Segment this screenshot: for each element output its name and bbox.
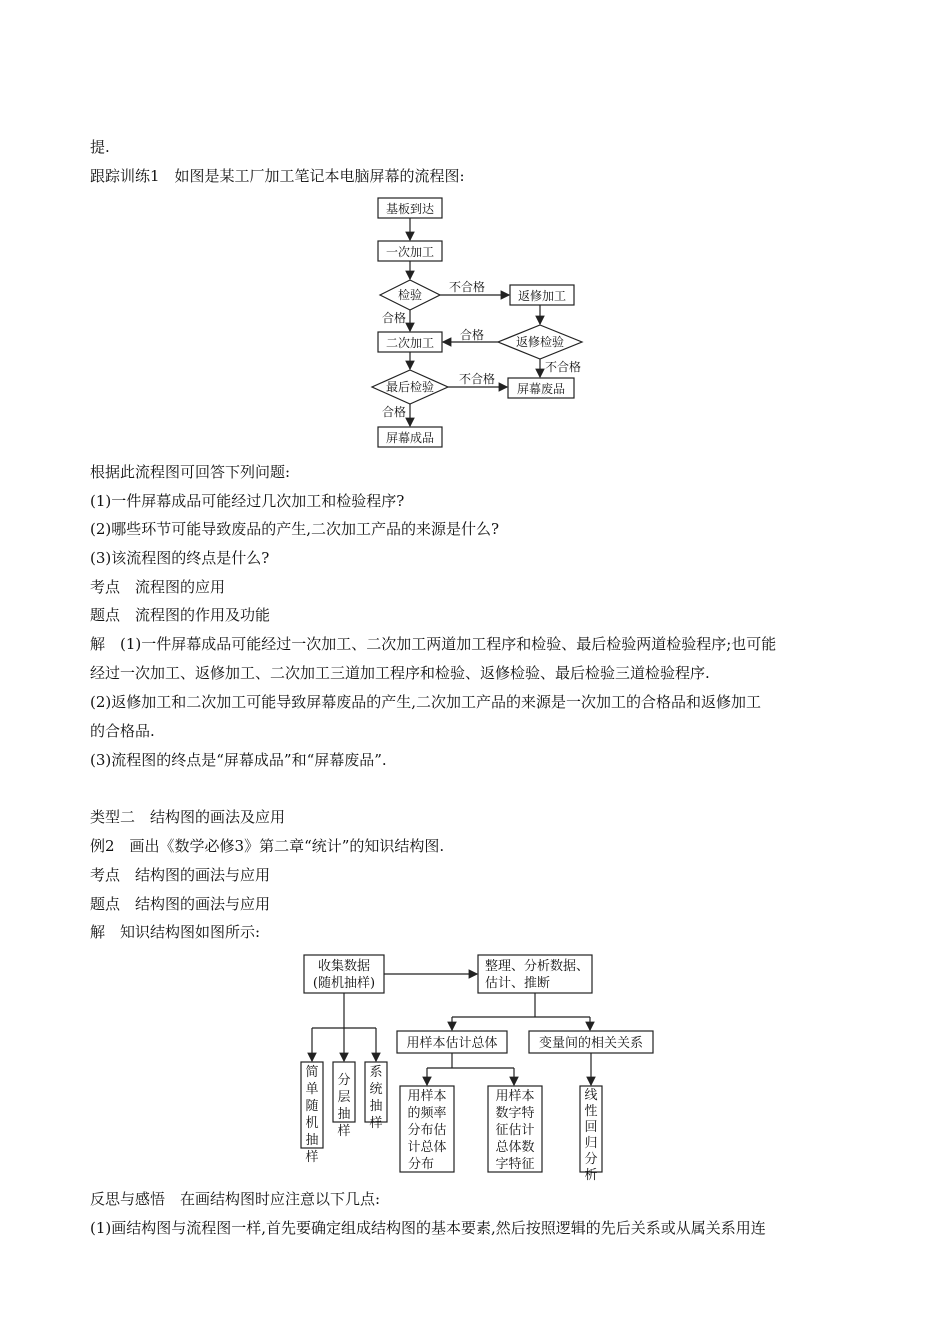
node-collect-line2: (随机抽样) (312, 976, 376, 991)
text-line: 类型二 结构图的画法及应用 (90, 808, 286, 826)
edge-label-pass: 合格 (460, 328, 485, 342)
edge-label-fail: 不合格 (449, 280, 486, 294)
node-organize-line2: 估计、推断 (485, 976, 551, 991)
edge-label-fail: 不合格 (545, 360, 582, 374)
edge-label-pass: 合格 (382, 405, 407, 419)
node-numeric-line: 征估计 (495, 1123, 535, 1138)
text-line: 的合格品. (90, 722, 155, 740)
text-line: 题点 结构图的画法与应用 (90, 895, 271, 913)
node-product-label: 屏幕成品 (385, 431, 435, 445)
node-final-inspect-label: 最后检验 (385, 380, 435, 394)
text-line: 反思与感悟 在画结构图时应注意以下几点: (90, 1190, 381, 1208)
edge-label-fail: 不合格 (459, 372, 496, 386)
node-stratified-sampling-label: 分层抽样 (337, 1073, 351, 1139)
node-correlation-label: 变量间的相关关系 (538, 1036, 644, 1051)
node-sample-estimate-label: 用样本估计总体 (406, 1036, 498, 1051)
flowchart (360, 192, 600, 454)
node-freq-line: 计总体 (407, 1140, 447, 1155)
node-freq-line: 分布 (407, 1157, 435, 1172)
node-numeric-line: 总体数 (495, 1140, 535, 1155)
node-first-process-label: 一次加工 (385, 245, 435, 259)
node-freq-line: 用样本 (407, 1089, 447, 1104)
node-simple-sampling-label: 简单随机抽样 (305, 1065, 319, 1165)
node-numeric-line: 用样本 (495, 1089, 535, 1104)
text-line: (1)一件屏幕成品可能经过几次加工和检验程序? (90, 492, 405, 510)
node-regression-label: 线性回归分析 (584, 1088, 598, 1183)
node-substrate-label: 基板到达 (385, 202, 435, 216)
text-line: 跟踪训练1 如图是某工厂加工笔记本电脑屏幕的流程图: (90, 167, 465, 185)
structure-diagram (295, 948, 665, 1178)
text-line: 题点 流程图的作用及功能 (90, 606, 271, 624)
node-freq-line: 的频率 (407, 1106, 447, 1121)
text-line: 解 (1)一件屏幕成品可能经过一次加工、二次加工两道加工程序和检验、最后检验两道检验程序;也可能 (90, 635, 777, 653)
text-line: 例2 画出《数学必修3》第二章“统计”的知识结构图. (90, 837, 445, 855)
node-rework-inspect-label: 返修检验 (515, 335, 565, 349)
text-line: 提. (90, 138, 110, 156)
node-numeric-line: 字特征 (495, 1157, 535, 1172)
node-systematic-sampling-label: 系统抽样 (369, 1065, 383, 1131)
text-line: 考点 流程图的应用 (90, 578, 226, 596)
node-inspect-label: 检验 (397, 288, 423, 302)
node-scrap-label: 屏幕废品 (516, 382, 566, 396)
text-line: (2)返修加工和二次加工可能导致屏幕废品的产生,二次加工产品的来源是一次加工的合格品和返修加工 (90, 693, 762, 711)
node-numeric-line: 数字特 (495, 1106, 535, 1121)
text-line: (2)哪些环节可能导致废品的产生,二次加工产品的来源是什么? (90, 520, 500, 538)
text-line: 根据此流程图可回答下列问题: (90, 463, 291, 481)
text-line: 经过一次加工、返修加工、二次加工三道加工程序和检验、返修检验、最后检验三道检验程序. (90, 664, 710, 682)
node-rework-label: 返修加工 (517, 289, 567, 303)
node-organize-line1: 整理、分析数据、 (485, 959, 590, 974)
edge-label-pass: 合格 (382, 311, 407, 325)
text-line: (3)该流程图的终点是什么? (90, 549, 270, 567)
node-collect-line1: 收集数据 (317, 959, 371, 974)
node-freq-line: 分布估 (407, 1123, 447, 1138)
text-line: (1)画结构图与流程图一样,首先要确定组成结构图的基本要素,然后按照逻辑的先后关系或从属关系用连 (90, 1219, 766, 1237)
text-line: 考点 结构图的画法与应用 (90, 866, 271, 884)
text-line: (3)流程图的终点是“屏幕成品”和“屏幕废品”. (90, 751, 387, 769)
node-second-process-label: 二次加工 (385, 336, 435, 350)
text-line: 解 知识结构图如图所示: (90, 923, 261, 941)
